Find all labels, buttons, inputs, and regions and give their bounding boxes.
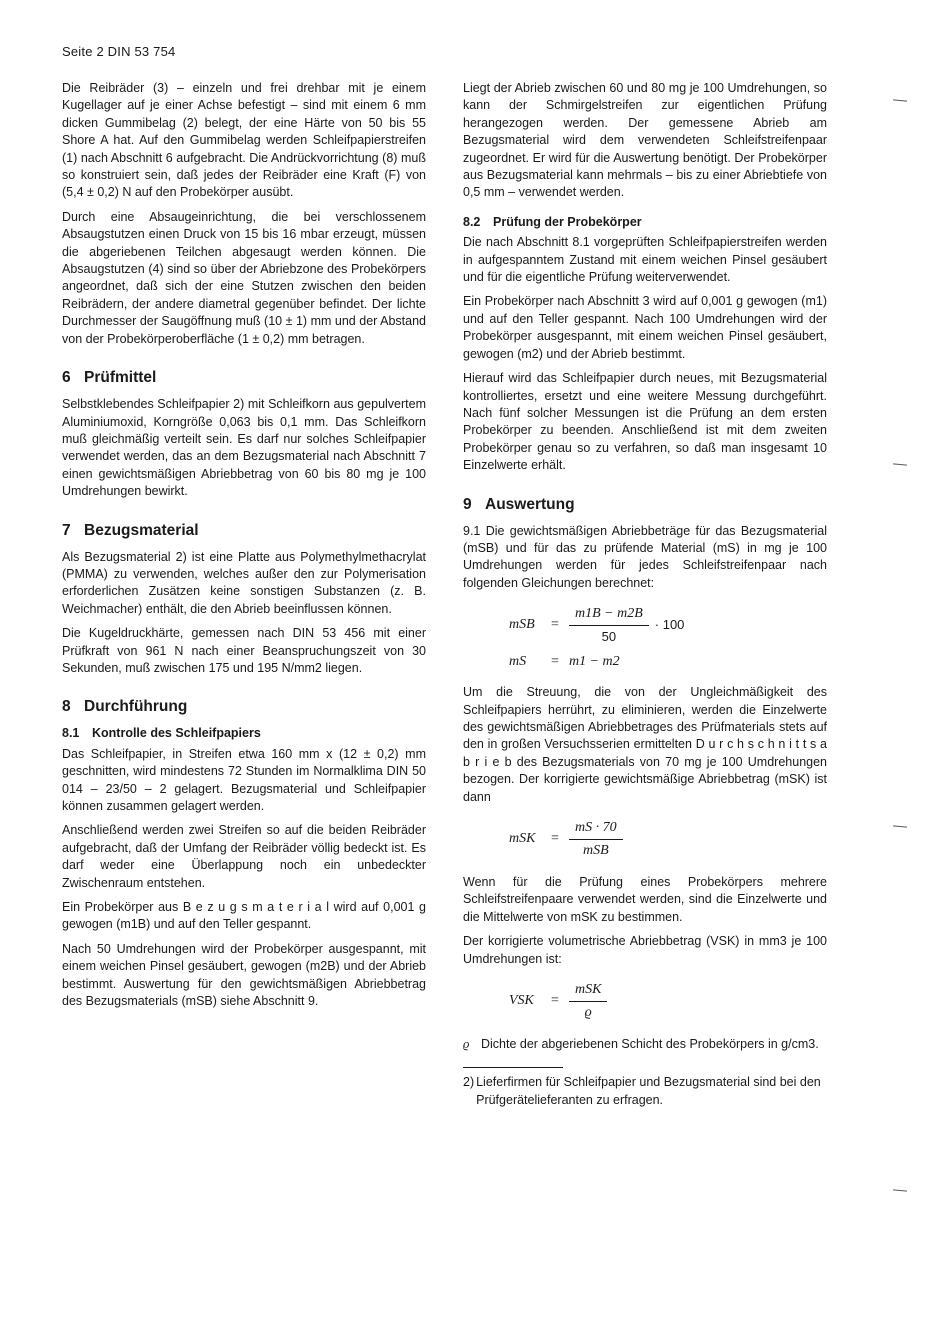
section-8-heading [62,697,426,717]
section-title: Prüfmittel [84,369,157,387]
paragraph-abrieb-bereich: Liegt der Abrieb zwischen 60 und 80 mg je 100 Umdrehungen, so kann der Schmirgelstreifen zur eigentlichen Prüfung herangezogen werden. Der gemessene Abrieb am Bezugsmaterial wird dem verwendeten Schleifstreifenpaar zugeordnet. Er wird für die Auswertung benötigt. Der Probekörper aus Bezugsmaterial kann mehrmals – bis zu einer Abriebtiefe von 0,5 mm – verwendet werden. [463,81,827,200]
paragraph-bezugsmaterial: Als Bezugsmaterial 2) ist eine Platte aus Polymethylmethacrylat (PMMA) zu verwenden, welches außer den zur Polymerisation erforderlichen Zusätzen keine sonstigen Substanzen (z. B. Weichmacher) enthält, die den Abrieb beeinflussen können. [62,549,426,616]
fraction-denominator: mSB [582,842,609,858]
paragraph-probekoerper-wiegen: Ein Probekörper aus B e z u g s m a t e r i a l wird auf 0,001 g gewogen (m1B) und auf den Teller gespannt. [62,900,426,932]
fraction-numerator: mS · 70 [569,819,623,839]
paragraph-kugeldruckhaerte: Die Kugeldruckhärte, gemessen nach DIN 53 456 mit einer Prüfkraft von 961 N nach einer Beanspruchungszeit von 30 Sekunden, muß zwischen 175 und 195 N/mm2 liegen. [62,626,426,675]
section-title: Durchführung [84,698,188,716]
section-number: 9 [463,495,472,513]
formula-equals: = [551,654,559,670]
formula-msk [463,814,827,864]
margin-mark [893,825,907,828]
fraction-denominator: 50 [601,628,617,644]
paragraph-mehrere-paare: Wenn für die Prüfung eines Probekörpers mehrere Schleifstreifenpaare verwendet werden, sind die Einzelwerte und die Mittelwerte von mSK zu bestimmen. [463,875,827,924]
subsection-number: 8.1 [62,726,80,741]
margin-mark [893,99,907,102]
paragraph-volumetrisch: Der korrigierte volumetrische Abriebbetrag (VSK) in mm3 je 100 Umdrehungen ist: [463,934,827,966]
subsection-8-1-heading [62,725,426,742]
paragraph-absaugung: Durch eine Absaugeinrichtung, die bei verschlossenem Absaugstutzen einen Druck von 15 bis 16 mbar erzeugt, müssen die abgeriebenen Teilchen abgesaugt werden können. Die Absaugstutzen (4) sind so über der Abriebzone des Probekörpers angeordnet, daß sich der eine Stutzen zwischen den beiden Reibrädern, der andere diametral gegenüber befindet. Der lichte Durchmesser der Saugöffnung muß (10 ± 1) mm und der Abstand von der Probekörperoberfläche (1 ± 0,2) mm betragen. [62,209,426,346]
fraction-denominator: ϱ [584,1004,592,1020]
subsection-8-2-heading [463,214,827,231]
fraction [569,819,623,859]
paragraph-reibraeder: Die Reibräder (3) – einzeln und frei drehbar mit je einem Kugellager auf je einer Achse befestigt – sind mit einem 6 mm dicken Gummibelag (2) belegt, der eine Härte von 50 bis 55 Shore A hat. Auf den Gummibelag werden Schleifpapierstreifen (1) nach Abschnitt 6 aufgebracht. Die Andrückvorrichtung (8) muß so konstruiert sein, daß jedes der Reibräder eine Kraft (F) von (5,4 ± 0,2) N auf den Probekörper ausübt. [62,81,426,200]
paragraph-probekoerper-messung: Ein Probekörper nach Abschnitt 3 wird auf 0,001 g gewogen (m1) und auf den Teller gespannt. Nach 100 Umdrehungen wird der Probekörper ausgespannt, mit einem weichen Pinsel gesäubert, gewogen (m2) und der Abrieb bestimmt. [463,294,827,361]
paragraph-vorgepruefte-streifen: Die nach Abschnitt 8.1 vorgeprüften Schleifpapierstreifen werden in aufgespanntem Zustand mit einem weichen Pinsel gesäubert und für die eigentliche Prüfung weiterverwendet. [463,235,827,285]
right-column [463,80,827,1109]
margin-mark [893,1189,907,1192]
rho-definition [463,1036,827,1053]
subsection-title: Kontrolle des Schleifpapiers [92,726,261,741]
section-title: Bezugsmaterial [84,521,199,539]
formula-equals: = [551,617,559,633]
paragraph-streuung: Um die Streuung, die von der Ungleichmäßigkeit des Schleifpapiers herrührt, zu eliminieren, werden die Einzelwerte des gewichtsmäßigen Abriebbetrages des Prüfmaterials stets auf den in großen Versuchsserien ermittelten D u r c h s c h n i t t s a b r i e b des Bezugsmaterials von 70 mg je 100 Umdrehungen bezogen. Der korrigierte gewichtsmäßige Abriebbetrag (mSK) ist dann [463,685,827,804]
formula-msb [463,600,827,674]
formula-lhs: mSB [509,617,535,633]
fraction-numerator: mSK [569,981,607,1001]
fraction [569,981,607,1021]
formula-vsk [463,976,827,1026]
section-number: 8 [62,698,71,716]
subsection-number: 8.2 [463,214,481,229]
formula-lhs: mS [509,654,527,670]
paragraph-streifen-aufbringen: Anschließend werden zwei Streifen so auf die beiden Reibräder aufgebracht, daß der Umfang der Reibräder völlig bedeckt ist. Es darf weder eine Überlappung noch ein unbedeckter Zwischenraum entstehen. [62,823,426,890]
page-header: Seite 2 DIN 53 754 [62,44,176,59]
footnote-text: Lieferfirmen für Schleifpapier und Bezugsmaterial sind bei den Prüfgerätelieferanten zu erfragen. [476,1075,821,1107]
section-number: 7 [62,521,71,539]
footnote-2 [463,1074,827,1109]
footnote-marker: 2) [463,1075,475,1090]
paragraph-pruefmittel: Selbstklebendes Schleifpapier 2) mit Schleifkorn aus gepulvertem Aluminiumoxid, Korngröße 0,063 bis 0,1 mm. Das Schleifkorn muß gleichmäßig verteilt sein. Es darf nur solches Schleifpapier verwendet werden, das an dem Bezugsmaterial nach Abschnitt 7 einen gewichtsmäßigen Abriebbetrag von 60 bis 80 mg je 100 Umdrehungen bewirkt. [62,397,426,499]
margin-mark [893,463,907,466]
fraction [569,605,649,645]
footnote-separator [463,1067,563,1068]
formula-lhs: mSK [509,831,536,847]
formula-lhs: VSK [509,993,534,1009]
section-number: 6 [62,369,71,387]
left-column [62,80,426,1017]
section-9-heading [463,495,827,515]
rho-text: Dichte der abgeriebenen Schicht des Probekörpers in g/cm3. [481,1037,819,1052]
rho-symbol: ϱ [463,1037,470,1052]
paragraph-schleifpapier-lagerung: Das Schleifpapier, in Streifen etwa 160 mm x (12 ± 0,2) mm geschnitten, wird mindestens 72 Stunden im Normalklima DIN 50 014 – 23/50 – 2 gelagert. Bezugsmaterial und Schleifpapier können zusammen gelagert werden. [62,746,426,813]
paragraph-umdrehungen: Nach 50 Umdrehungen wird der Probekörper ausgespannt, mit einem weichen Pinsel gesäubert, gewogen (m2B) und der Abrieb bestimmt. Auswertung für den gewichtsmäßigen Abriebbetrag des Bezugsmaterials (mSB) siehe Abschnitt 9. [62,941,426,1009]
paragraph-9-1: 9.1 Die gewichtsmäßigen Abriebbeträge für das Bezugsmaterial (mSB) und für das zu prüfende Material (mS) in mg je 100 Umdrehungen werden für jedes Schleifstreifenpaar nach folgenden Gleichungen berechnet: [463,523,827,590]
fraction-numerator: m1B − m2B [569,605,649,625]
paragraph-weitere-messungen: Hierauf wird das Schleifpapier durch neues, mit Bezugsmaterial kontrolliertes, ersetzt und eine weitere Messung durchgeführt. Nach fünf solcher Messungen ist die Prüfung an dem ersten Probekörper zu beenden. Anschließend ist mit dem zweiten Probekörper genau so zu verfahren, so daß man insgesamt 10 Einzelwerte erhält. [463,371,827,473]
section-7-heading [62,521,426,541]
formula-equals: = [551,831,559,847]
section-title: Auswertung [485,495,575,513]
formula-equals: = [551,993,559,1009]
section-6-heading [62,368,426,388]
subsection-title: Prüfung der Probekörper [493,214,642,229]
formula-rhs: m1 − m2 [569,654,620,670]
formula-multiplier: · 100 [654,617,685,633]
